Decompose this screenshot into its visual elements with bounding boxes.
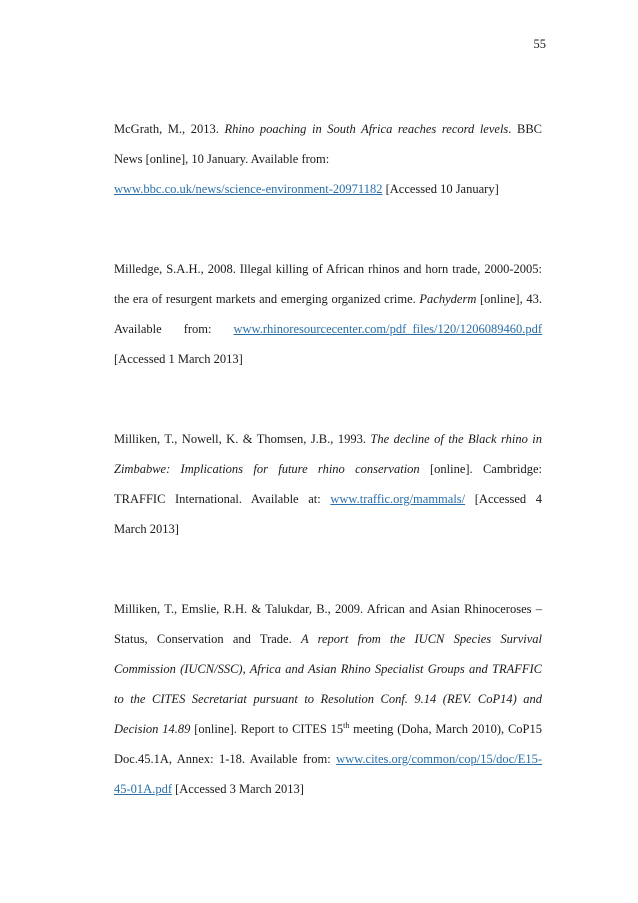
reference-line [114,684,542,714]
reference-line: Available from: www.rhinoresourcecenter.com/pdf_files/120/1206089460.pdf [114,322,542,336]
article-title: Rhino poaching in South Africa reaches record levels [224,122,509,136]
page-number: 55 [533,37,546,51]
book-title: Zimbabwe: Implications for future rhino conservation [114,462,420,476]
reference-milledge-2008 [114,254,542,374]
report-title: to the CITES Secretariat pursuant to Resolution Conf. 9.14 (REV. CoP14) and [114,692,542,706]
reference-line: Zimbabwe: Implications for future rhino conservation [online]. Cambridge: [114,462,542,476]
journal-title: Pachyderm [419,292,477,306]
reference-line: Milledge, S.A.H., 2008. Illegal killing of African rhinos and horn trade, 2000-2005: [114,262,542,276]
reference-line: Milliken, T., Emslie, R.H. & Talukdar, B., 2009. African and Asian Rhinoceroses – [114,602,542,616]
reference-link[interactable]: www.cites.org/common/cop/15/doc/E15- [336,752,542,766]
reference-line: March 2013] [114,522,179,536]
reference-link[interactable]: www.bbc.co.uk/news/science-environment-20971182 [114,182,383,196]
reference-line: McGrath, M., 2013. Rhino poaching in South Africa reaches record levels. BBC [114,122,543,136]
report-title: A report from the IUCN Species Survival [300,632,542,646]
reference-line: Status, Conservation and Trade. A report from the IUCN Species Survival [114,632,542,646]
reference-link[interactable]: www.rhinoresourcecenter.com/pdf_files/120/1206089460.pdf [233,322,542,336]
reference-line: TRAFFIC International. Available at: www.traffic.org/mammals/ [Accessed 4 [114,492,542,506]
book-title: The decline of the Black rhino in [370,432,542,446]
report-title: Commission (IUCN/SSC), Africa and Asian Rhino Specialist Groups and TRAFFIC [114,662,542,676]
reference-milliken-1993 [114,424,542,544]
reference-line: www.bbc.co.uk/news/science-environment-20971182 [Accessed 10 January] [114,182,499,196]
reference-line: Milliken, T., Nowell, K. & Thomsen, J.B., 1993. The decline of the Black rhino in [114,432,542,446]
reference-milliken-2009 [114,594,542,804]
reference-line: the era of resurgent markets and emerging organized crime. Pachyderm [online], 43. [114,292,542,306]
reference-list [114,114,542,804]
reference-line: News [online], 10 January. Available from: [114,152,330,166]
reference-line [114,654,542,684]
reference-line: Doc.45.1A, Annex: 1-18. Available from: www.cites.org/common/cop/15/doc/E15- [114,752,542,766]
reference-mcgrath-2013 [114,114,542,204]
reference-line: [Accessed 1 March 2013] [114,352,243,366]
reference-line: Decision 14.89 [online]. Report to CITES 15th meeting (Doha, March 2010), CoP15 [114,720,542,736]
report-title: Decision 14.89 [114,722,191,736]
ordinal-superscript: th [343,720,350,730]
reference-line: 45-01A.pdf [Accessed 3 March 2013] [114,782,304,796]
reference-link[interactable]: 45-01A.pdf [114,782,172,796]
reference-link[interactable]: www.traffic.org/mammals/ [330,492,466,506]
